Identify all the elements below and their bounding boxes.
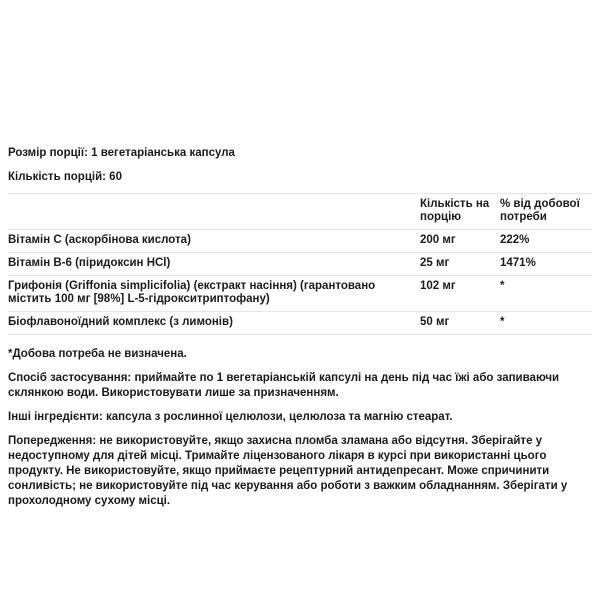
table-row [8, 311, 592, 334]
daily-value-footnote: *Добова потреба не визначена. [8, 348, 187, 360]
other-ingredients: Інші інгредієнти: капсула з рослинної целюлози, целюлоза та магнію стеарат. [8, 411, 453, 423]
usage-directions: Спосіб застосування: приймайте по 1 вегетаріанській капсулі на день під час їжі або запиваючи склянкою води. Використовувати лише за призначенням. [8, 372, 560, 399]
supplement-facts-table [8, 193, 592, 335]
warnings: Попередження: не використовуйте, якщо захисна пломба зламана або відсутня. Зберігайте у недоступному для дітей місці. Тримайте ліцензованого лікаря в курсі при використанні цього продукту. Не використовуйте, якщо приймаєте рецептурний антидепресант. Може спричинити сонливість; не використовуйте під час керування або роботи з важким обладнанням. Зберігати у прохолодному сухому місці. [8, 435, 568, 507]
ingredient-amount: 50 мг [420, 316, 450, 328]
ingredient-name: Грифонія (Griffonia simplicifolia) (екстракт насіння) (гарантовано містить 100 мг [98%] L-5-гідрокситриптофану) [8, 280, 376, 305]
table-header-row [8, 193, 592, 229]
ingredient-name: Біофлавоноїдний комплекс (з лимонів) [8, 316, 233, 328]
column-header-daily-value: % від добової потреби [500, 198, 580, 223]
table-row [8, 275, 592, 311]
table-row [8, 252, 592, 275]
column-header-ingredient [8, 198, 420, 224]
ingredient-amount: 25 мг [420, 257, 450, 269]
table-row [8, 229, 592, 252]
ingredient-amount: 200 мг [420, 234, 456, 246]
serving-size: Розмір порції: 1 вегетаріанська капсула [8, 147, 235, 159]
ingredient-name: Вітамін B-6 (піридоксин HCl) [8, 257, 171, 269]
column-header-amount-per-serving: Кількість на порцію [420, 198, 490, 223]
servings-per-container: Кількість порцій: 60 [8, 171, 122, 183]
ingredient-amount: 102 мг [420, 280, 456, 292]
ingredient-daily-value: 222% [500, 234, 530, 246]
ingredient-name: Вітамін C (аскорбінова кислота) [8, 234, 191, 246]
supplement-facts-section [8, 146, 592, 509]
ingredient-daily-value: * [500, 316, 505, 328]
ingredient-daily-value: 1471% [500, 257, 536, 269]
ingredient-daily-value: * [500, 280, 505, 292]
